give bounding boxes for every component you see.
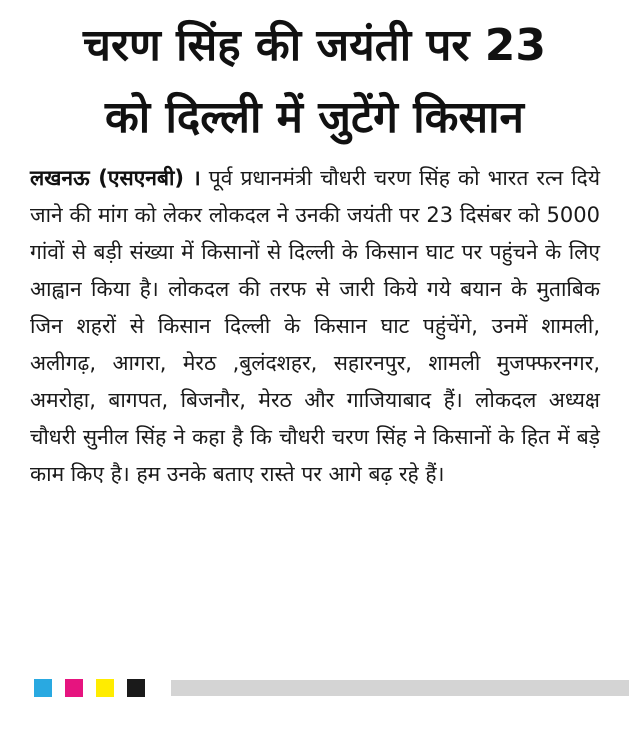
article-body-text: पूर्व प्रधानमंत्री चौधरी चरण सिंह को भारत रत्न दिये जाने की मांग को लेकर लोकदल ने उनकी जयंती पर 23 दिसंबर को 5000 गांवों से बड़ी संख्या में किसानों से दिल्ली के किसान घाट पर पहुंचने के लिए आह्वान किया है। लोकदल की तरफ से जारी किये गये बयान के मुताबिक जिन शहरों से किसान दिल्ली के किसान घाट पहुंचेंगे, उनमें शामली, अलीगढ़, आगरा, मेरठ ,बुलंदशहर, सहारनपुर, शामली मुजफ्फरनगर, अमरोहा, बागपत, बिजनौर, मेरठ और गाजियाबाद हैं। लोकदल अध्यक्ष चौधरी सुनील सिंह ने कहा है कि चौधरी चरण सिंह ने किसानों के हित में बड़े काम किए है। हम उनके बताए रास्ते पर आगे बढ़ रहे हैं।: [30, 166, 601, 486]
gray-rule: [171, 680, 629, 696]
magenta-swatch: [65, 679, 83, 697]
dateline: लखनऊ (एसएनबी) ।: [30, 166, 201, 190]
cyan-swatch: [34, 679, 52, 697]
headline-line-1: चरण सिंह की जयंती पर 23: [83, 20, 546, 71]
article-body: [30, 160, 600, 493]
headline-line-2: को दिल्ली में जुटेंगे किसान: [105, 92, 524, 143]
headline: [14, 10, 615, 154]
print-color-bar: [34, 679, 629, 697]
yellow-swatch: [96, 679, 114, 697]
black-swatch: [127, 679, 145, 697]
